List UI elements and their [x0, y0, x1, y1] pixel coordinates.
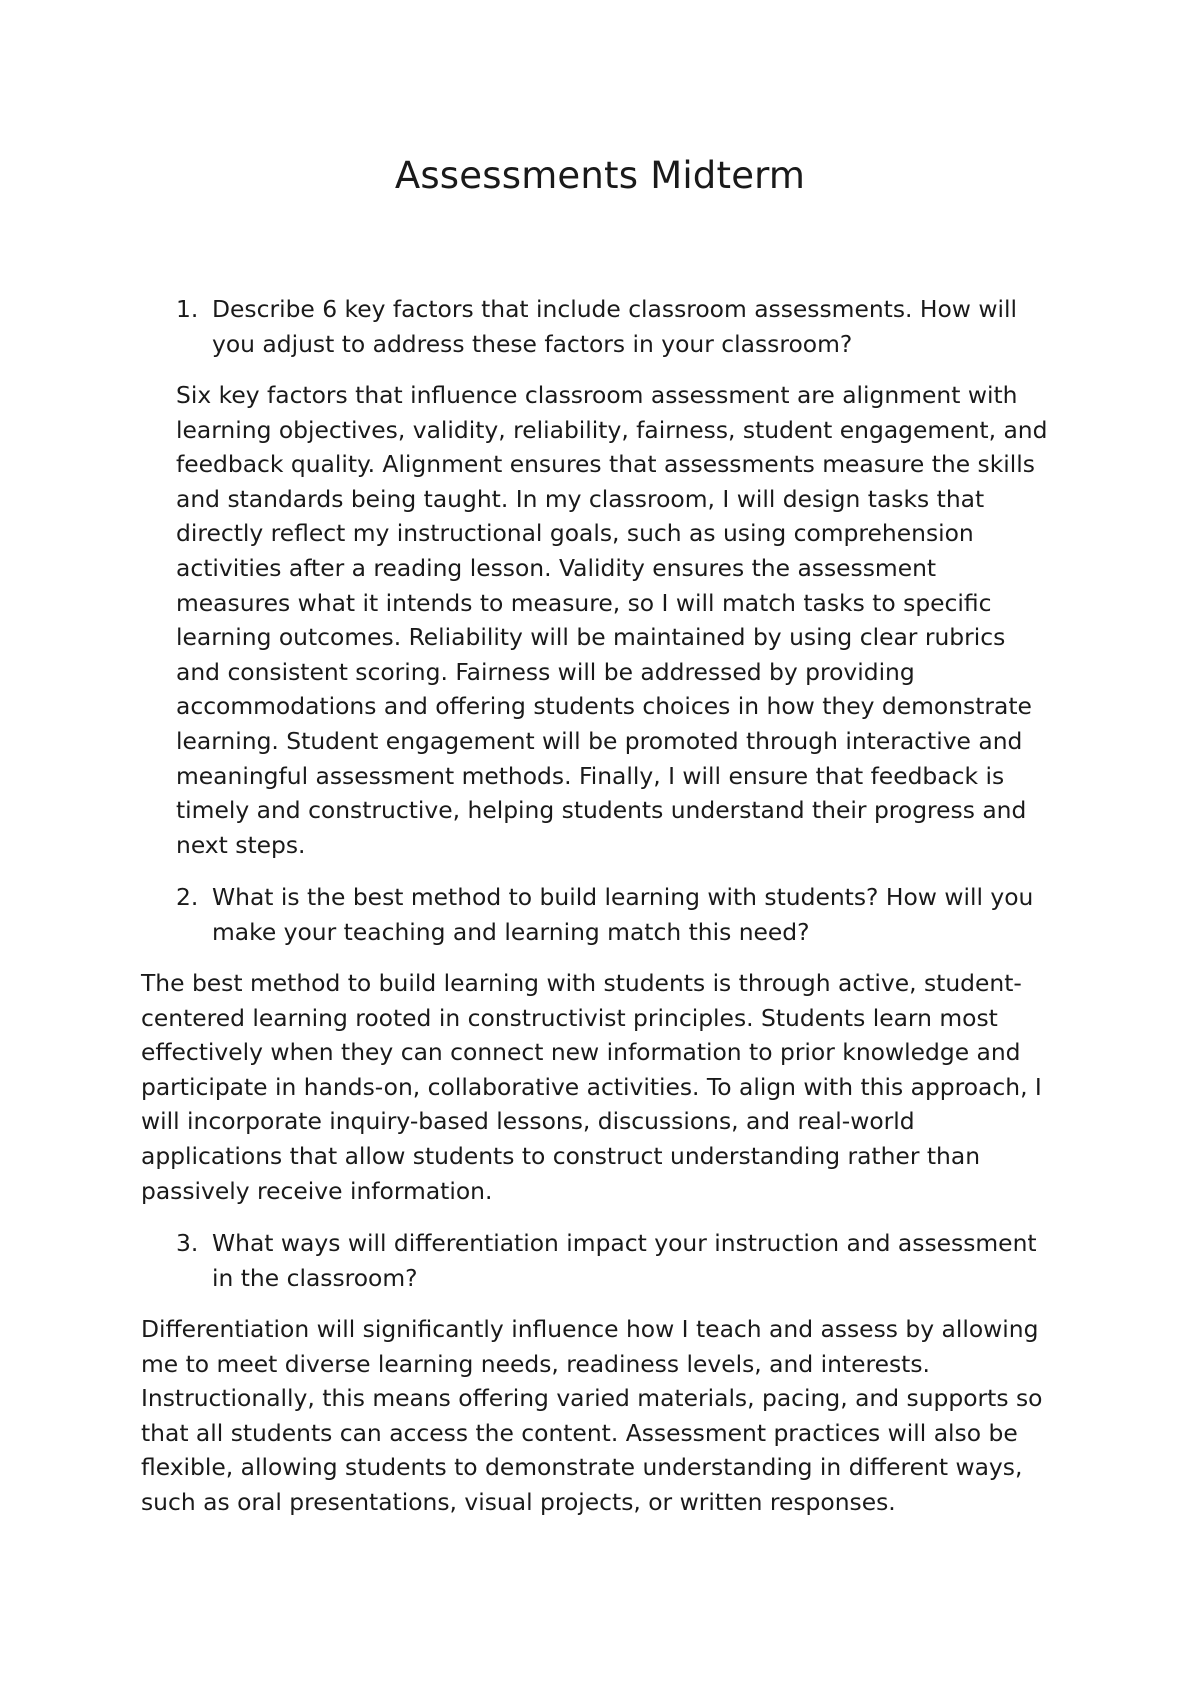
- question-3: [176, 1226, 1056, 1295]
- question-2-number: 2.: [176, 883, 199, 911]
- answer-2: The best method to build learning with students is through active, student-centered learning rooted in constructivist principles. Students learn most effectively when they can connect new information to prior knowledge and participate in hands-on, collaborative activities. To align with this approach, I will incorporate inquiry-based lessons, discussions, and real-world applications that allow students to construct understanding rather than passively receive information.: [141, 969, 1042, 1205]
- question-1-text: Describe 6 key factors that include classroom assessments. How will you adjust to address these factors in your classroom?: [212, 295, 1018, 358]
- question-1: [176, 292, 1056, 361]
- question-2-text: What is the best method to build learning with students? How will you make your teaching and learning match this need?: [212, 883, 1034, 946]
- question-3-number: 3.: [176, 1229, 199, 1257]
- question-1-number: 1.: [176, 295, 199, 323]
- question-3-text: What ways will differentiation impact your instruction and assessment in the classroom?: [212, 1229, 1037, 1292]
- answer-3: Differentiation will significantly influence how I teach and assess by allowing me to meet diverse learning needs, readiness levels, and interests. Instructionally, this means offering varied materials, pacing, and supports so that all students can access the content. Assessment practices will also be flexible, allowing students to demonstrate understanding in different ways, such as oral presentations, visual projects, or written responses.: [141, 1315, 1043, 1516]
- answer-1: Six key factors that influence classroom assessment are alignment with learning objectives, validity, reliability, fairness, student engagement, and feedback quality. Alignment ensures that assessments measure the skills and standards being taught. In my classroom, I will design tasks that directly reflect my instructional goals, such as using comprehension activities after a reading lesson. Validity ensures the assessment measures what it intends to measure, so I will match tasks to specific learning outcomes. Reliability will be maintained by using clear rubrics and consistent scoring. Fairness will be addressed by providing accommodations and offering students choices in how they demonstrate learning. Student engagement will be promoted through interactive and meaningful assessment methods. Finally, I will ensure that feedback is timely and constructive, helping students understand their progress and next steps.: [176, 381, 1048, 859]
- question-2: [176, 880, 1056, 949]
- document-title: Assessments Midterm: [394, 154, 806, 197]
